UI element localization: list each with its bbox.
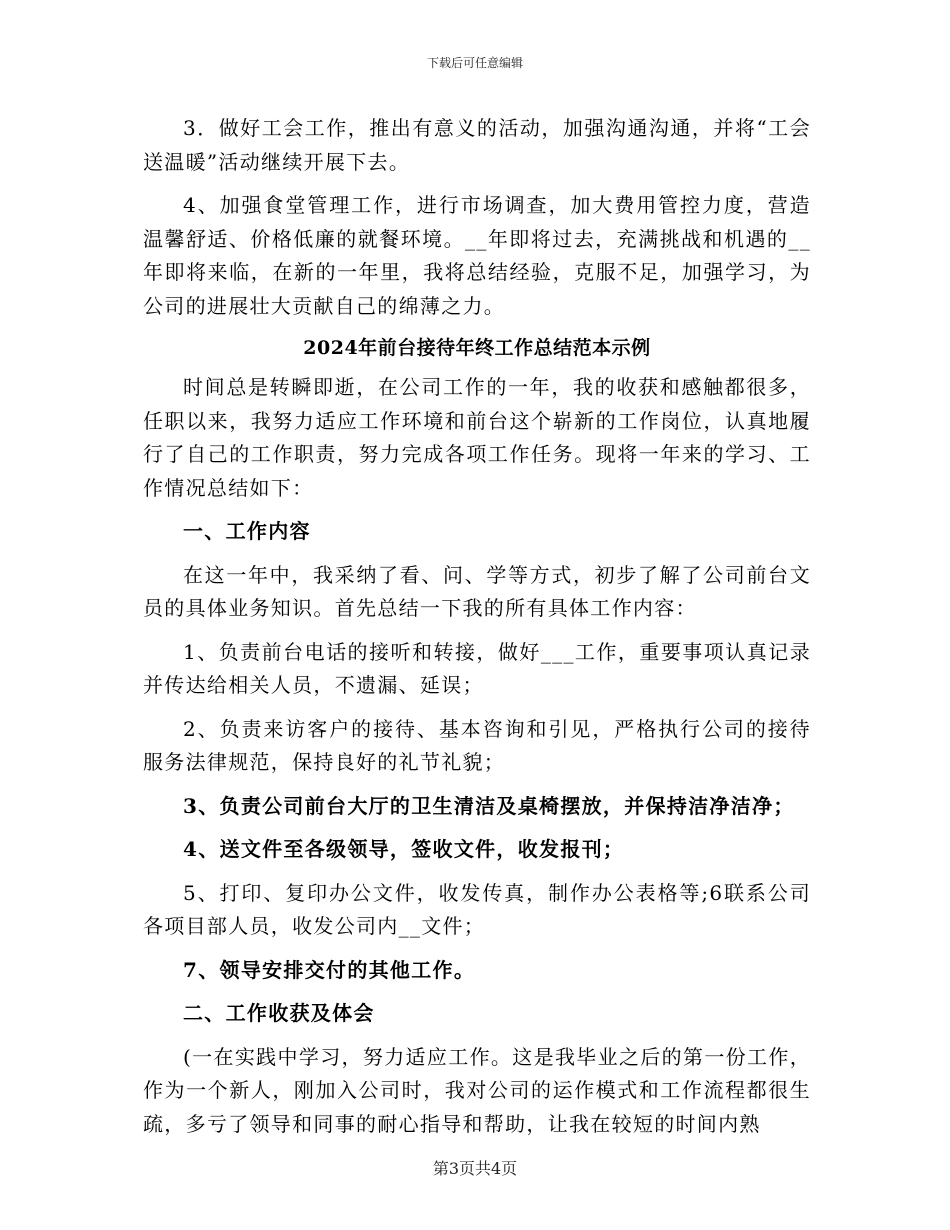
- document-body: [143, 112, 811, 1151]
- work-content-intro: 在这一年中，我采纳了看、问、学等方式，初步了解了公司前台文员的具体业务知识。首先总结一下我的所有具体工作内容：: [143, 562, 811, 620]
- duty-item-1: 1、负责前台电话的接听和转接，做好___工作，重要事项认真记录并传达给相关人员，不遗漏、延误；: [143, 639, 811, 697]
- duty-item-7: 7、领导安排交付的其他工作。: [183, 957, 476, 982]
- gains-paragraph: (一在实践中学习，努力适应工作。这是我毕业之后的第一份工作，作为一个新人，刚加入公司时，我对公司的运作模式和工作流程都很生疏，多亏了领导和同事的耐心指导和帮助，让我在较短的时间内熟: [143, 1044, 811, 1136]
- section-title: 2024年前台接待年终工作总结范本示例: [303, 337, 651, 359]
- duty-item-3: 3、负责公司前台大厅的卫生清洁及桌椅摆放，并保持洁净洁净；: [183, 793, 795, 818]
- intro-paragraph: 时间总是转瞬即逝，在公司工作的一年，我的收获和感触都很多，任职以来，我努力适应工作环境和前台这个崭新的工作岗位，认真地履行了自己的工作职责，努力完成各项工作任务。现将一年来的学习、工作情况总结如下：: [143, 375, 811, 500]
- duty-item-5-6: 5、打印、复印办公文件，收发传真，制作办公表格等;6联系公司各项目部人员，收发公司内__文件；: [143, 880, 811, 938]
- paragraph-item-3: 3．做好工会工作，推出有意义的活动，加强沟通沟通，并将“工会送温暖”活动继续开展下去。: [143, 116, 811, 174]
- page-number: 第3页共4页: [432, 1159, 518, 1178]
- header-note: 下载后可任意编辑: [426, 56, 523, 70]
- duty-item-4: 4、送文件至各级领导，签收文件，收发报刊；: [183, 837, 625, 861]
- duty-item-2: 2、负责来访客户的接待、基本咨询和引见，严格执行公司的接待服务法律规范，保持良好的礼节礼貌；: [143, 716, 811, 774]
- heading-work-content: 一、工作内容: [183, 519, 311, 543]
- heading-gains: 二、工作收获及体会: [183, 1001, 375, 1025]
- paragraph-item-4: 4、加强食堂管理工作，进行市场调查，加大费用管控力度，营造温馨舒适、价格低廉的就餐环境。__年即将过去，充满挑战和机遇的__年即将来临，在新的一年里，我将总结经验，克服不足，加强学习，为公司的进展壮大贡献自己的绵薄之力。: [143, 193, 811, 318]
